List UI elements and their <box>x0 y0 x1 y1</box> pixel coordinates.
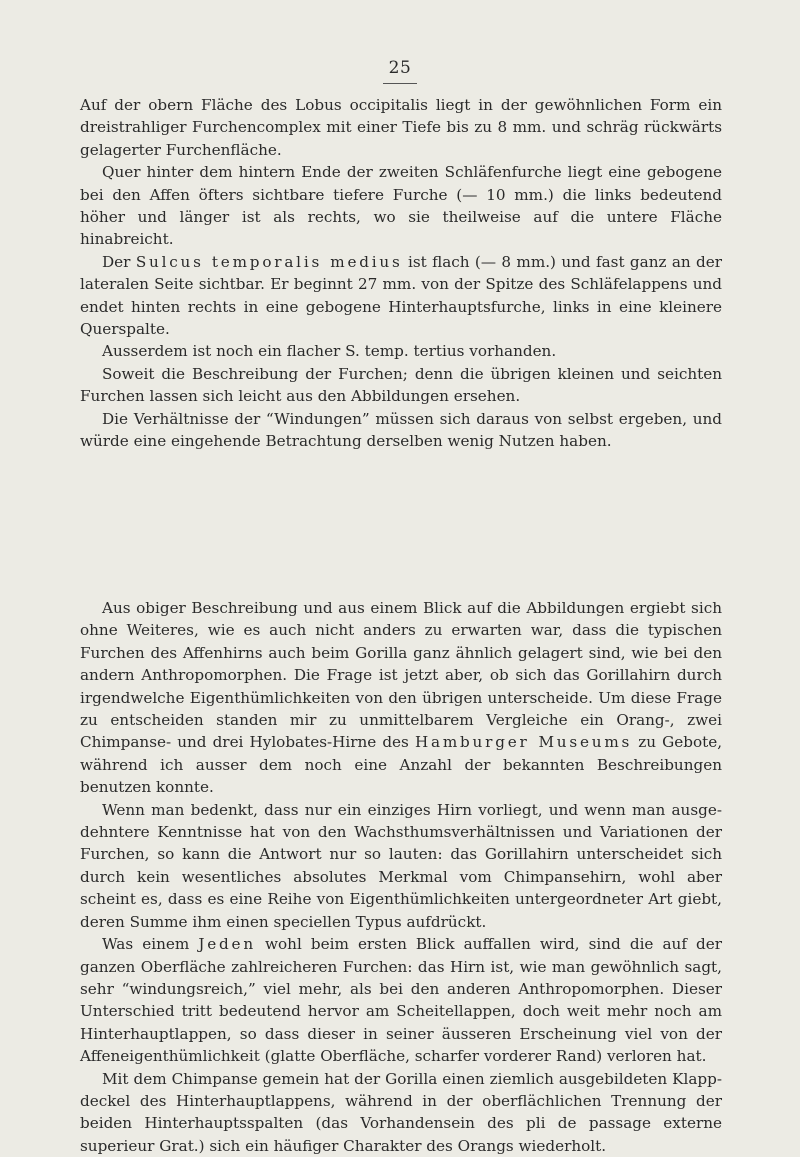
paragraph: Soweit die Beschreibung der Furchen; denn die übrigen kleinen und seichten Furchen lassen sich leicht aus den Abbildungen ersehen. <box>80 364 722 406</box>
museum-name: Hamburger Museums <box>414 733 633 752</box>
paragraph: Mit dem Chimpanse gemein hat der Gorilla einen ziemlich ausgebildeten Klappdeckel des Hinterhauptlappens, während in der oberflächlichen Trennung der beiden Hinterhauptsspalten (das Vorhandensein des pli de passage externe superieur Grat.) sich ein häufiger Charakter des Orangs wiederholt. <box>80 1069 722 1155</box>
latin-term: Sulcus temporalis medius <box>135 252 403 271</box>
text-run: zu Gebote, während ich ausser dem noch eine Anzahl der bekannten Beschreibungen benutzen konnte. <box>80 733 723 797</box>
text-section-1 <box>80 94 722 453</box>
paragraph <box>80 933 722 1067</box>
paragraph: Ausserdem ist noch ein flacher S. temp. tertius vorhanden. <box>102 342 557 361</box>
text-run: Aus obiger Beschreibung und aus einem Blick auf die Abbildungen ergiebt sich ohne Weiteres, wie es auch nicht anders zu erwarten war, dass die typischen Furchen des Affenhirns auch beim Gorilla ganz ähnlich gelagert sind, wie bei den andern Anthropomorphen. Die Frage ist jetzt aber, ob sich das Gorillahirn durch irgendwelche Eigenthümlichkeiten von den übrigen unterscheide. Um diese Frage zu entscheiden standen mir zu unmittelbarem Vergleiche ein Orang-, zwei Chimpanse- und drei Hylobates-Hirne des <box>80 599 722 752</box>
text-run: wohl beim ersten Blick auffallen wird, sind die auf der ganzen Oberfläche zahlreicheren Furchen: das Hirn ist, wie man gewöhnlich sagt, sehr “windungsreich,” viel mehr, als bei den anderen Anthropomorphen. Dieser Unterschied tritt bedeutend hervor am Scheitellappen, doch weit mehr noch am Hinterhauptlappen, so dass dieser in seiner äusseren Erscheinung viel von der Affeneigenthümlichkeit (glatte Oberfläche, scharfer vorderer Rand) verloren hat. <box>80 935 723 1066</box>
text-run: Was einem <box>102 935 190 954</box>
emphasized-word: Jeden <box>198 935 256 954</box>
paragraph <box>80 251 722 341</box>
text-section-2 <box>80 597 722 1157</box>
page-number: 25 <box>388 58 412 78</box>
paragraph: Quer hinter dem hintern Ende der zweiten Schläfenfurche liegt eine gebogene bei den Affen öfters sichtbare tiefere Furche (— 10 mm.) die links bedeutend höher und länger ist als rechts, wo sie theilweise auf die untere Fläche hinabreicht. <box>80 163 722 249</box>
paragraph: Die Verhältnisse der “Windungen” müssen sich daraus von selbst ergeben, und würde eine eingehende Betrachtung derselben wenig Nutzen haben. <box>80 409 722 451</box>
page-number-rule <box>383 83 417 84</box>
text-run: Der <box>102 252 131 271</box>
paragraph: Auf der obern Fläche des Lobus occipitalis liegt in der gewöhnlichen Form ein dreistrahliger Furchencomplex mit einer Tiefe bis zu 8 mm. und schräg rückwärts gelagerter Furchenfläche. <box>80 96 722 159</box>
paragraph <box>80 597 722 799</box>
text-run: ist flach (— 8 mm.) und fast ganz an der lateralen Seite sichtbar. Er beginnt 27 mm. von der Spitze des Schläfelappens und endet hinten rechts in eine gebogene Hinterhauptsfurche, links in eine kleinere Querspalte. <box>80 252 723 339</box>
paragraph: Wenn man bedenkt, dass nur ein einziges Hirn vorliegt, und wenn man ausgedehntere Kenntnisse hat von den Wachsthumsverhältnissen und Variationen der Furchen, so kann die Antwort nur so lauten: das Gorillahirn unterscheidet sich durch kein wesentliches absolutes Merkmal vom Chimpansehirn, wohl aber scheint es, dass es eine Reihe von Eigenthümlichkeiten untergeordneter Art giebt, deren Summe ihm einen speciellen Typus aufdrückt. <box>80 800 722 931</box>
